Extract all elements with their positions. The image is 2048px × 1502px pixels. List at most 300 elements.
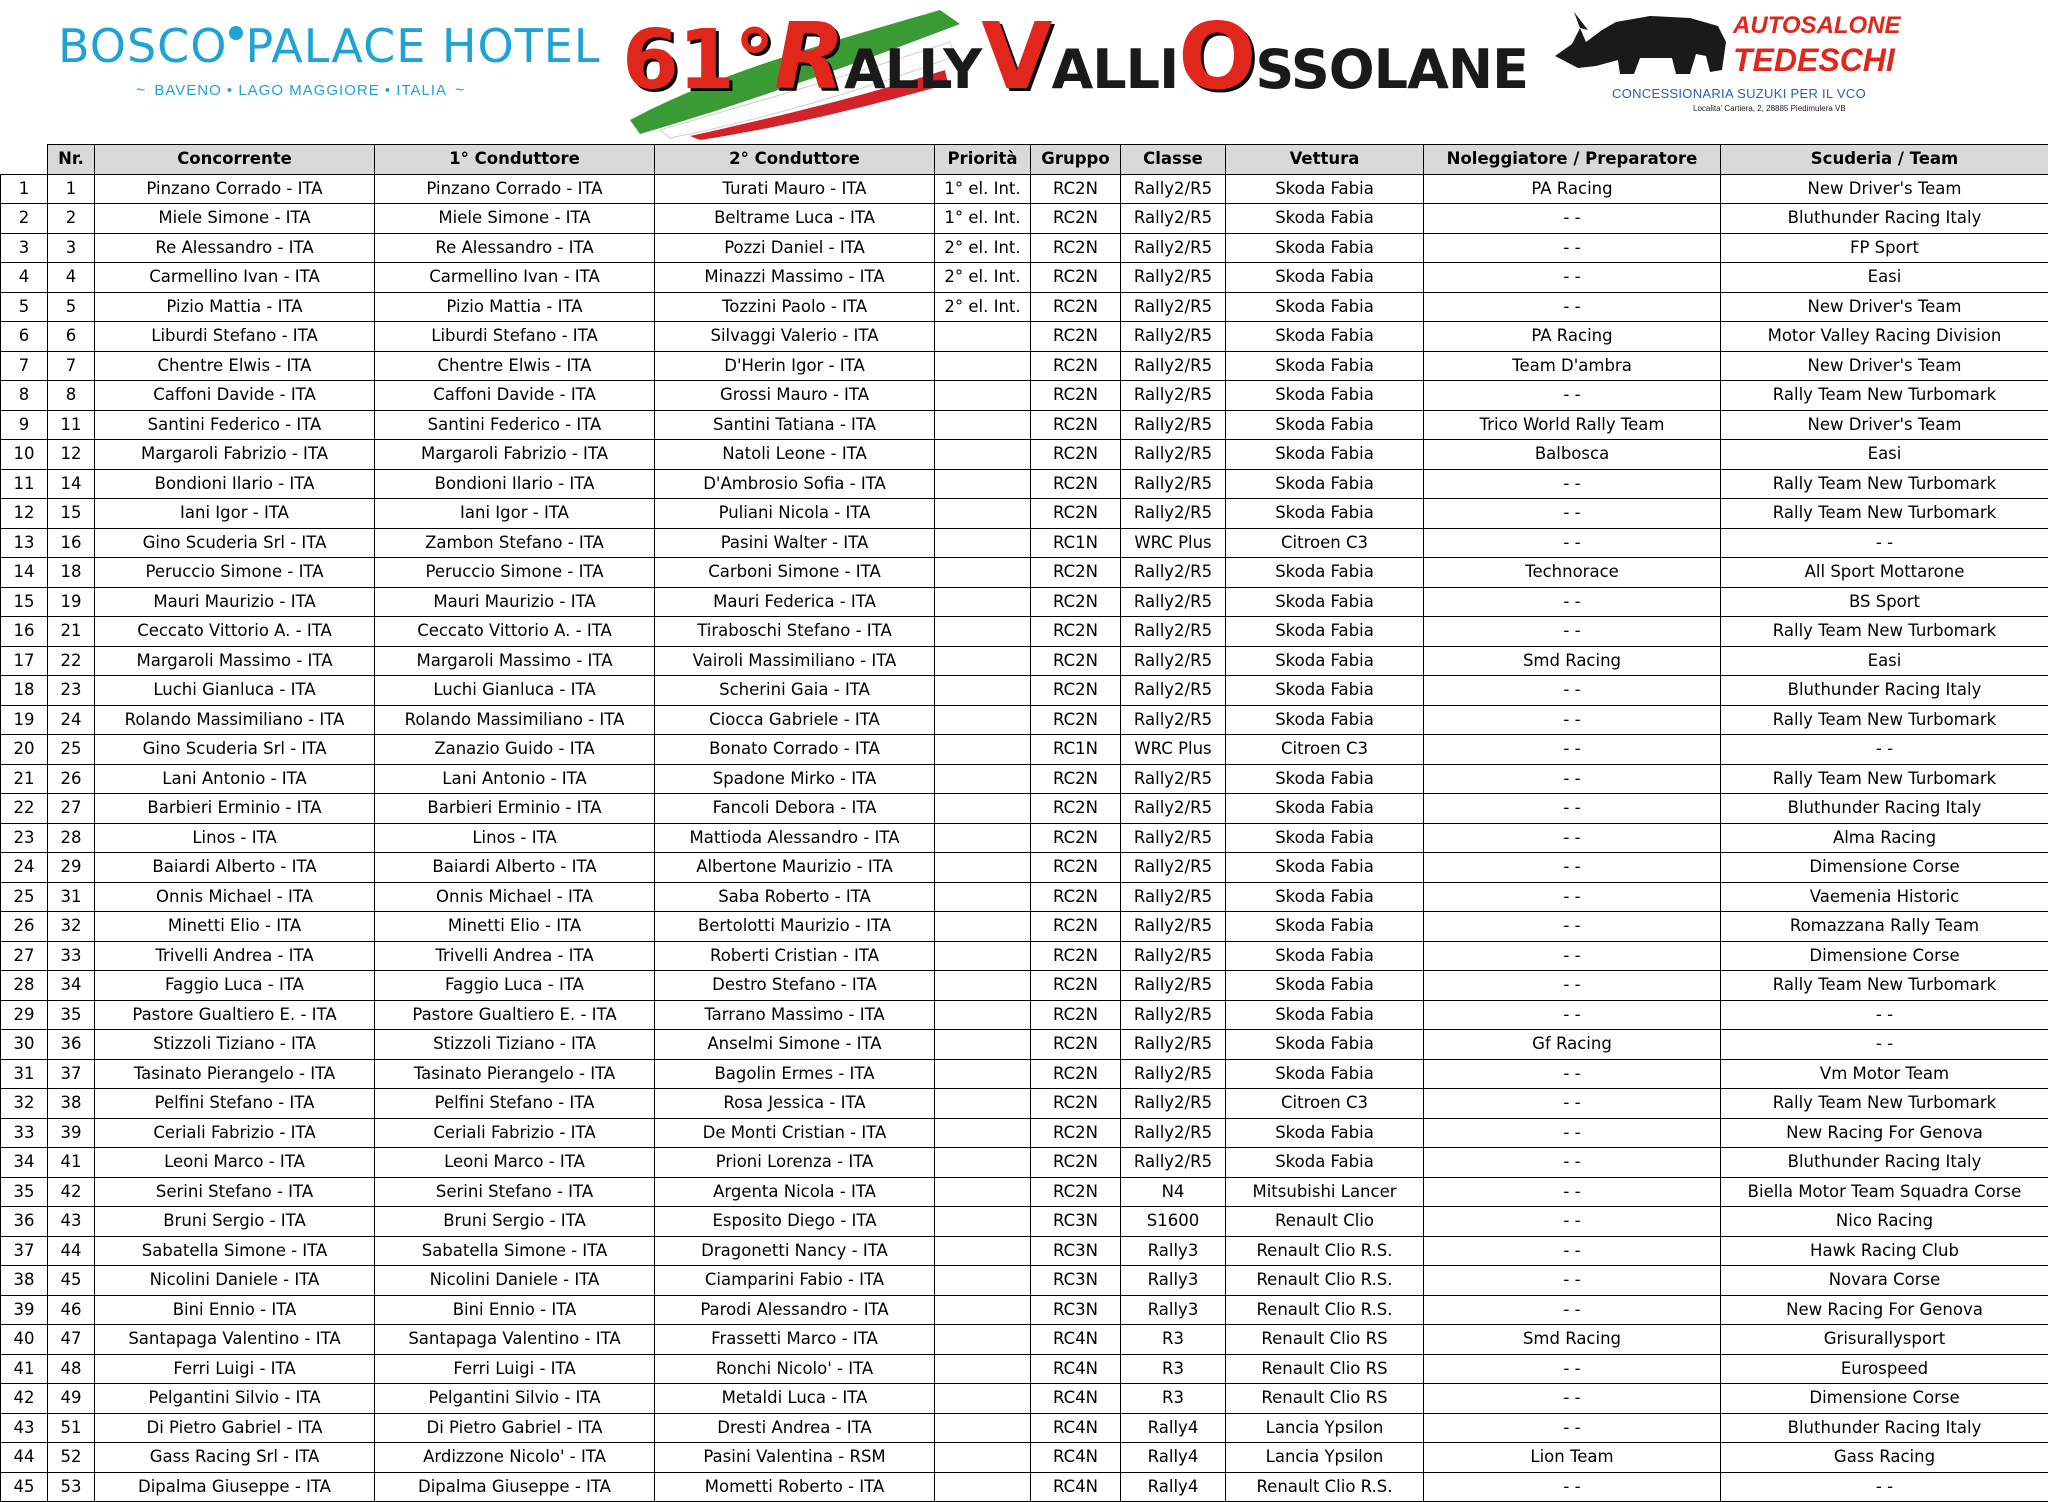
first-driver-cell: Bondioni Ilario - ITA	[375, 469, 655, 499]
second-driver-cell: Argenta Nicola - ITA	[655, 1177, 935, 1207]
table-row	[1, 823, 2048, 853]
rental-preparer-cell: - -	[1424, 823, 1721, 853]
team-cell: New Driver's Team	[1721, 410, 2048, 440]
rental-preparer-cell: - -	[1424, 1236, 1721, 1266]
table-row	[1, 410, 2048, 440]
first-driver-cell: Santini Federico - ITA	[375, 410, 655, 440]
priority-cell	[935, 676, 1031, 706]
table-row	[1, 882, 2048, 912]
second-driver-cell: Esposito Diego - ITA	[655, 1207, 935, 1237]
car-number-cell: 2	[48, 204, 95, 234]
group-cell: RC2N	[1031, 912, 1121, 942]
competitor-cell: Luchi Gianluca - ITA	[95, 676, 375, 706]
group-cell: RC4N	[1031, 1443, 1121, 1473]
car-number-cell: 33	[48, 941, 95, 971]
column-header: 2° Conduttore	[655, 145, 935, 175]
rental-preparer-cell: - -	[1424, 764, 1721, 794]
car-number-cell: 11	[48, 410, 95, 440]
priority-cell	[935, 1089, 1031, 1119]
rental-preparer-cell: - -	[1424, 1118, 1721, 1148]
rental-preparer-cell: - -	[1424, 912, 1721, 942]
first-driver-cell: Pizio Mattia - ITA	[375, 292, 655, 322]
team-cell: Bluthunder Racing Italy	[1721, 1148, 2048, 1178]
team-cell: Eurospeed	[1721, 1354, 2048, 1384]
class-cell: Rally2/R5	[1121, 941, 1226, 971]
table-header	[1, 145, 2048, 175]
second-driver-cell: Bagolin Ermes - ITA	[655, 1059, 935, 1089]
car-cell: Renault Clio R.S.	[1226, 1266, 1424, 1296]
first-driver-cell: Lani Antonio - ITA	[375, 764, 655, 794]
row-index-cell: 1	[1, 174, 48, 204]
group-cell: RC2N	[1031, 794, 1121, 824]
priority-cell	[935, 882, 1031, 912]
row-index-cell: 40	[1, 1325, 48, 1355]
row-index-cell: 16	[1, 617, 48, 647]
class-cell: Rally2/R5	[1121, 676, 1226, 706]
first-driver-cell: Linos - ITA	[375, 823, 655, 853]
rental-preparer-cell: - -	[1424, 528, 1721, 558]
row-index-cell: 10	[1, 440, 48, 470]
header-row	[1, 145, 2048, 175]
first-driver-cell: Bruni Sergio - ITA	[375, 1207, 655, 1237]
car-cell: Skoda Fabia	[1226, 617, 1424, 647]
group-cell: RC3N	[1031, 1295, 1121, 1325]
car-cell: Renault Clio RS	[1226, 1354, 1424, 1384]
first-driver-cell: Rolando Massimiliano - ITA	[375, 705, 655, 735]
car-cell: Lancia Ypsilon	[1226, 1413, 1424, 1443]
second-driver-cell: Rosa Jessica - ITA	[655, 1089, 935, 1119]
rental-preparer-cell: - -	[1424, 263, 1721, 293]
table-row	[1, 174, 2048, 204]
class-cell: Rally3	[1121, 1236, 1226, 1266]
rental-preparer-cell: - -	[1424, 1089, 1721, 1119]
class-cell: Rally2/R5	[1121, 1059, 1226, 1089]
class-cell: Rally2/R5	[1121, 823, 1226, 853]
team-cell: Biella Motor Team Squadra Corse	[1721, 1177, 2048, 1207]
class-cell: Rally2/R5	[1121, 882, 1226, 912]
first-driver-cell: Di Pietro Gabriel - ITA	[375, 1413, 655, 1443]
group-cell: RC2N	[1031, 1148, 1121, 1178]
car-cell: Skoda Fabia	[1226, 381, 1424, 411]
first-driver-cell: Luchi Gianluca - ITA	[375, 676, 655, 706]
first-driver-cell: Pelgantini Silvio - ITA	[375, 1384, 655, 1414]
rental-preparer-cell: Gf Racing	[1424, 1030, 1721, 1060]
competitor-cell: Santapaga Valentino - ITA	[95, 1325, 375, 1355]
first-driver-cell: Barbieri Erminio - ITA	[375, 794, 655, 824]
team-cell: - -	[1721, 1472, 2048, 1502]
team-cell: Dimensione Corse	[1721, 941, 2048, 971]
competitor-cell: Liburdi Stefano - ITA	[95, 322, 375, 352]
competitor-cell: Stizzoli Tiziano - ITA	[95, 1030, 375, 1060]
car-number-cell: 14	[48, 469, 95, 499]
group-cell: RC2N	[1031, 617, 1121, 647]
rental-preparer-cell: - -	[1424, 853, 1721, 883]
car-number-cell: 45	[48, 1266, 95, 1296]
first-driver-cell: Dipalma Giuseppe - ITA	[375, 1472, 655, 1502]
row-index-cell: 39	[1, 1295, 48, 1325]
competitor-cell: Gass Racing Srl - ITA	[95, 1443, 375, 1473]
team-cell: Rally Team New Turbomark	[1721, 1089, 2048, 1119]
car-cell: Skoda Fabia	[1226, 705, 1424, 735]
competitor-cell: Pelfini Stefano - ITA	[95, 1089, 375, 1119]
car-cell: Skoda Fabia	[1226, 587, 1424, 617]
class-cell: Rally2/R5	[1121, 174, 1226, 204]
rental-preparer-cell: - -	[1424, 1295, 1721, 1325]
rental-preparer-cell: - -	[1424, 381, 1721, 411]
second-driver-cell: Ciocca Gabriele - ITA	[655, 705, 935, 735]
second-driver-cell: Ciamparini Fabio - ITA	[655, 1266, 935, 1296]
car-number-cell: 39	[48, 1118, 95, 1148]
entry-list-table	[0, 144, 2048, 1502]
second-driver-cell: Bertolotti Maurizio - ITA	[655, 912, 935, 942]
table-row	[1, 499, 2048, 529]
class-cell: Rally2/R5	[1121, 322, 1226, 352]
team-cell: Rally Team New Turbomark	[1721, 499, 2048, 529]
group-cell: RC2N	[1031, 499, 1121, 529]
table-row	[1, 351, 2048, 381]
car-number-cell: 41	[48, 1148, 95, 1178]
group-cell: RC2N	[1031, 174, 1121, 204]
team-cell: Romazzana Rally Team	[1721, 912, 2048, 942]
group-cell: RC4N	[1031, 1325, 1121, 1355]
class-cell: Rally2/R5	[1121, 469, 1226, 499]
competitor-cell: Ceriali Fabrizio - ITA	[95, 1118, 375, 1148]
second-driver-cell: Silvaggi Valerio - ITA	[655, 322, 935, 352]
team-cell: Rally Team New Turbomark	[1721, 381, 2048, 411]
tedeschi-name: TEDESCHI	[1733, 42, 1895, 79]
class-cell: Rally4	[1121, 1472, 1226, 1502]
car-cell: Skoda Fabia	[1226, 676, 1424, 706]
row-index-cell: 22	[1, 794, 48, 824]
car-number-cell: 24	[48, 705, 95, 735]
car-cell: Mitsubishi Lancer	[1226, 1177, 1424, 1207]
second-driver-cell: Fancoli Debora - ITA	[655, 794, 935, 824]
row-index-cell: 8	[1, 381, 48, 411]
priority-cell	[935, 1325, 1031, 1355]
class-cell: Rally2/R5	[1121, 440, 1226, 470]
row-index-cell: 6	[1, 322, 48, 352]
priority-cell	[935, 1148, 1031, 1178]
first-driver-cell: Baiardi Alberto - ITA	[375, 853, 655, 883]
row-index-cell: 34	[1, 1148, 48, 1178]
car-number-cell: 52	[48, 1443, 95, 1473]
competitor-cell: Pinzano Corrado - ITA	[95, 174, 375, 204]
class-cell: Rally2/R5	[1121, 410, 1226, 440]
second-driver-cell: Albertone Maurizio - ITA	[655, 853, 935, 883]
competitor-cell: Di Pietro Gabriel - ITA	[95, 1413, 375, 1443]
bosco-logo-name: BOSCO PALACE HOTEL	[58, 18, 528, 74]
car-number-cell: 12	[48, 440, 95, 470]
group-cell: RC2N	[1031, 1059, 1121, 1089]
group-cell: RC2N	[1031, 1177, 1121, 1207]
competitor-cell: Pizio Mattia - ITA	[95, 292, 375, 322]
row-index-cell: 13	[1, 528, 48, 558]
car-cell: Skoda Fabia	[1226, 882, 1424, 912]
second-driver-cell: Pozzi Daniel - ITA	[655, 233, 935, 263]
table-row	[1, 587, 2048, 617]
group-cell: RC2N	[1031, 322, 1121, 352]
group-cell: RC2N	[1031, 941, 1121, 971]
priority-cell	[935, 499, 1031, 529]
car-cell: Citroen C3	[1226, 1089, 1424, 1119]
row-index-cell: 7	[1, 351, 48, 381]
tedeschi-address: Localita' Cartiera, 2, 28885 Piedimulera VB	[1693, 104, 1846, 113]
column-header: Nr.	[48, 145, 95, 175]
car-number-cell: 5	[48, 292, 95, 322]
team-cell: - -	[1721, 528, 2048, 558]
table-row	[1, 1413, 2048, 1443]
row-index-cell: 15	[1, 587, 48, 617]
car-number-cell: 36	[48, 1030, 95, 1060]
priority-cell	[935, 381, 1031, 411]
class-cell: Rally2/R5	[1121, 705, 1226, 735]
class-cell: Rally2/R5	[1121, 351, 1226, 381]
competitor-cell: Trivelli Andrea - ITA	[95, 941, 375, 971]
class-cell: Rally2/R5	[1121, 381, 1226, 411]
class-cell: Rally2/R5	[1121, 499, 1226, 529]
rental-preparer-cell: - -	[1424, 1207, 1721, 1237]
first-driver-cell: Liburdi Stefano - ITA	[375, 322, 655, 352]
car-cell: Skoda Fabia	[1226, 469, 1424, 499]
competitor-cell: Minetti Elio - ITA	[95, 912, 375, 942]
car-number-cell: 38	[48, 1089, 95, 1119]
rental-preparer-cell: - -	[1424, 499, 1721, 529]
priority-cell: 1° el. Int.	[935, 204, 1031, 234]
car-number-cell: 53	[48, 1472, 95, 1502]
car-cell: Skoda Fabia	[1226, 1059, 1424, 1089]
priority-cell	[935, 469, 1031, 499]
team-cell: Gass Racing	[1721, 1443, 2048, 1473]
car-cell: Skoda Fabia	[1226, 1118, 1424, 1148]
table-row	[1, 1030, 2048, 1060]
row-index-cell: 14	[1, 558, 48, 588]
row-index-cell: 36	[1, 1207, 48, 1237]
car-cell: Renault Clio	[1226, 1207, 1424, 1237]
row-index-cell: 18	[1, 676, 48, 706]
group-cell: RC2N	[1031, 381, 1121, 411]
table-row	[1, 263, 2048, 293]
car-cell: Citroen C3	[1226, 528, 1424, 558]
first-driver-cell: Zambon Stefano - ITA	[375, 528, 655, 558]
table-row	[1, 735, 2048, 765]
car-number-cell: 7	[48, 351, 95, 381]
priority-cell	[935, 1295, 1031, 1325]
car-cell: Skoda Fabia	[1226, 322, 1424, 352]
row-index-cell: 20	[1, 735, 48, 765]
second-driver-cell: Vairoli Massimiliano - ITA	[655, 646, 935, 676]
tedeschi-dealer-label: CONCESSIONARIA SUZUKI PER IL VCO	[1612, 86, 1866, 101]
rental-preparer-cell: - -	[1424, 1354, 1721, 1384]
car-cell: Skoda Fabia	[1226, 263, 1424, 293]
second-driver-cell: Prioni Lorenza - ITA	[655, 1148, 935, 1178]
second-driver-cell: Frassetti Marco - ITA	[655, 1325, 935, 1355]
rental-preparer-cell: Team D'ambra	[1424, 351, 1721, 381]
car-cell: Skoda Fabia	[1226, 794, 1424, 824]
car-cell: Skoda Fabia	[1226, 204, 1424, 234]
priority-cell	[935, 1000, 1031, 1030]
first-driver-cell: Ceriali Fabrizio - ITA	[375, 1118, 655, 1148]
group-cell: RC2N	[1031, 351, 1121, 381]
rental-preparer-cell: Lion Team	[1424, 1443, 1721, 1473]
car-number-cell: 44	[48, 1236, 95, 1266]
competitor-cell: Ferri Luigi - ITA	[95, 1354, 375, 1384]
first-driver-cell: Faggio Luca - ITA	[375, 971, 655, 1001]
priority-cell	[935, 646, 1031, 676]
group-cell: RC4N	[1031, 1472, 1121, 1502]
second-driver-cell: Dresti Andrea - ITA	[655, 1413, 935, 1443]
team-cell: Grisurallysport	[1721, 1325, 2048, 1355]
class-cell: Rally2/R5	[1121, 617, 1226, 647]
car-cell: Renault Clio RS	[1226, 1325, 1424, 1355]
competitor-cell: Nicolini Daniele - ITA	[95, 1266, 375, 1296]
competitor-cell: Margaroli Massimo - ITA	[95, 646, 375, 676]
class-cell: Rally2/R5	[1121, 1000, 1226, 1030]
car-number-cell: 1	[48, 174, 95, 204]
priority-cell	[935, 1118, 1031, 1148]
second-driver-cell: Saba Roberto - ITA	[655, 882, 935, 912]
class-cell: Rally2/R5	[1121, 263, 1226, 293]
competitor-cell: Tasinato Pierangelo - ITA	[95, 1059, 375, 1089]
group-cell: RC2N	[1031, 764, 1121, 794]
car-cell: Skoda Fabia	[1226, 764, 1424, 794]
group-cell: RC2N	[1031, 823, 1121, 853]
table-row	[1, 912, 2048, 942]
row-index-cell: 42	[1, 1384, 48, 1414]
group-cell: RC2N	[1031, 233, 1121, 263]
class-cell: R3	[1121, 1325, 1226, 1355]
car-cell: Skoda Fabia	[1226, 1148, 1424, 1178]
second-driver-cell: Dragonetti Nancy - ITA	[655, 1236, 935, 1266]
car-cell: Skoda Fabia	[1226, 499, 1424, 529]
car-number-cell: 25	[48, 735, 95, 765]
car-number-cell: 37	[48, 1059, 95, 1089]
rental-preparer-cell: - -	[1424, 1000, 1721, 1030]
car-cell: Skoda Fabia	[1226, 823, 1424, 853]
row-index-cell: 30	[1, 1030, 48, 1060]
priority-cell	[935, 941, 1031, 971]
car-number-cell: 3	[48, 233, 95, 263]
priority-cell	[935, 410, 1031, 440]
competitor-cell: Caffoni Davide - ITA	[95, 381, 375, 411]
first-driver-cell: Leoni Marco - ITA	[375, 1148, 655, 1178]
car-number-cell: 26	[48, 764, 95, 794]
class-cell: WRC Plus	[1121, 735, 1226, 765]
team-cell: New Driver's Team	[1721, 292, 2048, 322]
competitor-cell: Carmellino Ivan - ITA	[95, 263, 375, 293]
competitor-cell: Ceccato Vittorio A. - ITA	[95, 617, 375, 647]
team-cell: Dimensione Corse	[1721, 853, 2048, 883]
group-cell: RC2N	[1031, 676, 1121, 706]
car-number-cell: 29	[48, 853, 95, 883]
row-index-cell: 9	[1, 410, 48, 440]
class-cell: Rally3	[1121, 1295, 1226, 1325]
table-row	[1, 941, 2048, 971]
second-driver-cell: Scherini Gaia - ITA	[655, 676, 935, 706]
competitor-cell: Miele Simone - ITA	[95, 204, 375, 234]
first-driver-cell: Zanazio Guido - ITA	[375, 735, 655, 765]
table-row	[1, 1295, 2048, 1325]
second-driver-cell: Tarrano Massimo - ITA	[655, 1000, 935, 1030]
table-row	[1, 1354, 2048, 1384]
first-driver-cell: Peruccio Simone - ITA	[375, 558, 655, 588]
row-index-cell: 5	[1, 292, 48, 322]
first-driver-cell: Chentre Elwis - ITA	[375, 351, 655, 381]
team-cell: New Racing For Genova	[1721, 1118, 2048, 1148]
car-number-cell: 8	[48, 381, 95, 411]
class-cell: Rally2/R5	[1121, 912, 1226, 942]
team-cell: Vaemenia Historic	[1721, 882, 2048, 912]
row-index-cell: 12	[1, 499, 48, 529]
car-number-cell: 19	[48, 587, 95, 617]
row-index-cell: 31	[1, 1059, 48, 1089]
second-driver-cell: D'Herin Igor - ITA	[655, 351, 935, 381]
class-cell: N4	[1121, 1177, 1226, 1207]
priority-cell	[935, 764, 1031, 794]
first-driver-cell: Ferri Luigi - ITA	[375, 1354, 655, 1384]
competitor-cell: Linos - ITA	[95, 823, 375, 853]
class-cell: Rally4	[1121, 1413, 1226, 1443]
rally-valli-ossolane-logo	[600, 2, 1460, 140]
table-row	[1, 705, 2048, 735]
priority-cell: 2° el. Int.	[935, 233, 1031, 263]
column-header: Concorrente	[95, 145, 375, 175]
competitor-cell: Santini Federico - ITA	[95, 410, 375, 440]
row-index-cell: 45	[1, 1472, 48, 1502]
rental-preparer-cell: - -	[1424, 1384, 1721, 1414]
table-row	[1, 1472, 2048, 1502]
group-cell: RC2N	[1031, 558, 1121, 588]
team-cell: Easi	[1721, 440, 2048, 470]
first-driver-cell: Margaroli Fabrizio - ITA	[375, 440, 655, 470]
car-cell: Skoda Fabia	[1226, 174, 1424, 204]
car-cell: Skoda Fabia	[1226, 292, 1424, 322]
team-cell: FP Sport	[1721, 233, 2048, 263]
competitor-cell: Serini Stefano - ITA	[95, 1177, 375, 1207]
table-row	[1, 1000, 2048, 1030]
second-driver-cell: D'Ambrosio Sofia - ITA	[655, 469, 935, 499]
row-index-cell: 33	[1, 1118, 48, 1148]
class-cell: WRC Plus	[1121, 528, 1226, 558]
team-cell: New Driver's Team	[1721, 351, 2048, 381]
class-cell: Rally2/R5	[1121, 1148, 1226, 1178]
team-cell: Dimensione Corse	[1721, 1384, 2048, 1414]
priority-cell	[935, 1384, 1031, 1414]
rental-preparer-cell: - -	[1424, 204, 1721, 234]
car-number-cell: 34	[48, 971, 95, 1001]
second-driver-cell: Natoli Leone - ITA	[655, 440, 935, 470]
rental-preparer-cell: - -	[1424, 1059, 1721, 1089]
car-cell: Skoda Fabia	[1226, 1030, 1424, 1060]
first-driver-cell: Minetti Elio - ITA	[375, 912, 655, 942]
table-row	[1, 381, 2048, 411]
group-cell: RC2N	[1031, 1000, 1121, 1030]
car-number-cell: 22	[48, 646, 95, 676]
row-index-cell: 21	[1, 764, 48, 794]
row-index-cell: 37	[1, 1236, 48, 1266]
priority-cell	[935, 853, 1031, 883]
table-row	[1, 440, 2048, 470]
first-driver-cell: Miele Simone - ITA	[375, 204, 655, 234]
table-row	[1, 1266, 2048, 1296]
first-driver-cell: Margaroli Massimo - ITA	[375, 646, 655, 676]
car-number-cell: 27	[48, 794, 95, 824]
car-number-cell: 4	[48, 263, 95, 293]
team-cell: - -	[1721, 1000, 2048, 1030]
first-driver-cell: Stizzoli Tiziano - ITA	[375, 1030, 655, 1060]
second-driver-cell: Tozzini Paolo - ITA	[655, 292, 935, 322]
group-cell: RC2N	[1031, 1118, 1121, 1148]
group-cell: RC4N	[1031, 1413, 1121, 1443]
